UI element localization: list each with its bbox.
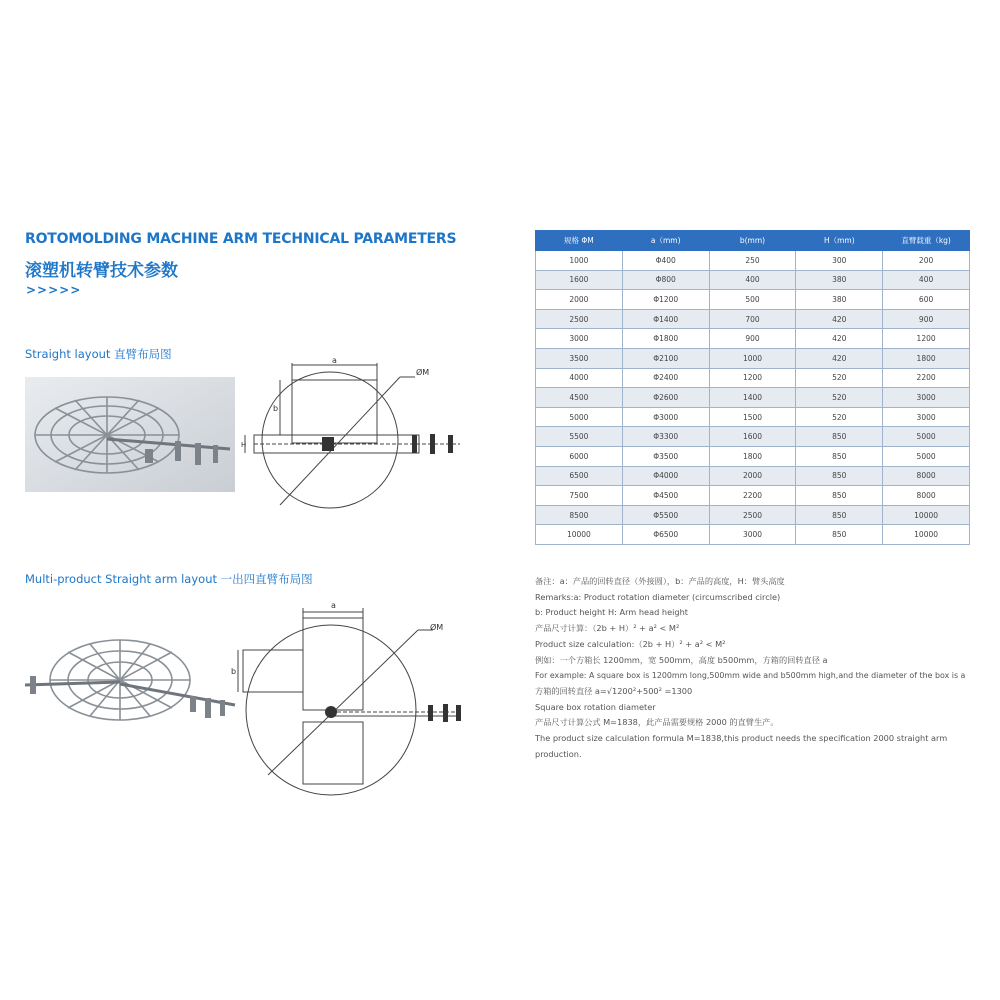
table-cell: Φ4500 <box>622 486 709 506</box>
table-cell: 420 <box>796 309 883 329</box>
header-a: a（mm) <box>622 231 709 251</box>
table-cell: 850 <box>796 427 883 447</box>
multi-layout-label: Multi-product Straight arm layout 一出四直臂布局图 <box>25 572 313 586</box>
table-cell: 850 <box>796 525 883 545</box>
straight-arm-render <box>25 377 235 492</box>
table-cell: 2000 <box>536 290 623 310</box>
table-cell: 1500 <box>709 407 796 427</box>
label-b-2: b <box>231 667 237 676</box>
label-h-1: H <box>241 441 247 449</box>
table-cell: 6000 <box>536 446 623 466</box>
table-cell: 1000 <box>709 348 796 368</box>
table-cell: 520 <box>796 407 883 427</box>
straight-layout-label: Straight layout 直臂布局图 <box>25 347 172 361</box>
table-row <box>536 251 970 271</box>
table-cell: 900 <box>883 309 970 329</box>
table-cell: 500 <box>709 290 796 310</box>
note-line: b: Product height H: Arm head height <box>535 607 689 618</box>
table-row <box>536 407 970 427</box>
table-row <box>536 309 970 329</box>
table-cell: 900 <box>709 329 796 349</box>
note-line: 备注：a：产品的回转直径（外接圆），b：产品的高度，H：臂头高度 <box>535 576 785 586</box>
table-row <box>536 427 970 447</box>
note-line: Product size calculation:（2b + H）² + a² < M² <box>535 638 726 649</box>
table-body <box>536 251 970 545</box>
table-row <box>536 486 970 506</box>
table-header-row <box>536 231 970 251</box>
table-cell: 4500 <box>536 388 623 408</box>
table-cell: 5000 <box>883 446 970 466</box>
note-line: Remarks:a: Product rotation diameter (circumscribed circle) <box>535 591 781 602</box>
page-title-cn: 滚塑机转臂技术参数 <box>25 261 178 281</box>
note-line: The product size calculation formula M=1838,this product needs the specification 2000 straight arm production. <box>535 733 948 759</box>
table-cell: Φ800 <box>622 270 709 290</box>
table-cell: Φ2600 <box>622 388 709 408</box>
note-line: 产品尺寸计算公式 M=1838，此产品需要规格 2000 的直臂生产。 <box>535 717 779 728</box>
table-cell: 3000 <box>883 388 970 408</box>
multi-arm-diagram <box>228 600 470 800</box>
remarks-notes <box>535 574 975 762</box>
table-cell: 8500 <box>536 505 623 525</box>
table-cell: 10000 <box>883 525 970 545</box>
table-cell: 2500 <box>536 309 623 329</box>
table-cell: 380 <box>796 290 883 310</box>
table-row <box>536 329 970 349</box>
header-h: H（mm) <box>796 231 883 251</box>
table-cell: 250 <box>709 251 796 271</box>
page-title-en: ROTOMOLDING MACHINE ARM TECHNICAL PARAMETERS <box>25 231 457 247</box>
multi-arm-render <box>20 630 240 740</box>
table-cell: 1200 <box>709 368 796 388</box>
table-cell: 850 <box>796 446 883 466</box>
table-cell: 5500 <box>536 427 623 447</box>
table-cell: Φ3500 <box>622 446 709 466</box>
note-line: 产品尺寸计算：（2b + H）² + a² < M² <box>535 623 680 634</box>
table-row <box>536 368 970 388</box>
table-cell: 7500 <box>536 486 623 506</box>
table-cell: 1400 <box>709 388 796 408</box>
label-diameter-2: ØM <box>430 623 444 632</box>
table-cell: Φ400 <box>622 251 709 271</box>
table-row <box>536 466 970 486</box>
table-cell: 3000 <box>883 407 970 427</box>
table-cell: 400 <box>709 270 796 290</box>
table-cell: Φ6500 <box>622 525 709 545</box>
table-cell: Φ1800 <box>622 329 709 349</box>
table-cell: Φ2400 <box>622 368 709 388</box>
header-load: 直臂载重（kg) <box>883 231 970 251</box>
table-cell: 6500 <box>536 466 623 486</box>
table-row <box>536 270 970 290</box>
header-b: b(mm) <box>709 231 796 251</box>
table-cell: 2000 <box>709 466 796 486</box>
table-cell: 1600 <box>536 270 623 290</box>
label-a-1: a <box>332 356 337 365</box>
label-diameter-1: ØM <box>416 368 430 377</box>
table-row <box>536 525 970 545</box>
table-cell: 2500 <box>709 505 796 525</box>
table-cell: 2200 <box>709 486 796 506</box>
table-cell: Φ4000 <box>622 466 709 486</box>
table-cell: 1600 <box>709 427 796 447</box>
table-row <box>536 446 970 466</box>
table-cell: 10000 <box>883 505 970 525</box>
straight-arm-diagram <box>240 355 470 510</box>
table-cell: 420 <box>796 329 883 349</box>
table-cell: Φ3300 <box>622 427 709 447</box>
table-cell: 300 <box>796 251 883 271</box>
table-cell: Φ2100 <box>622 348 709 368</box>
table-cell: 520 <box>796 368 883 388</box>
table-cell: 200 <box>883 251 970 271</box>
table-cell: Φ1200 <box>622 290 709 310</box>
table-row <box>536 388 970 408</box>
table-row <box>536 348 970 368</box>
note-line: For example: A square box is 1200mm long,500mm wide and b500mm high,and the diameter of the box is a <box>535 671 966 681</box>
table-cell: 850 <box>796 486 883 506</box>
table-row <box>536 505 970 525</box>
table-cell: 1800 <box>709 446 796 466</box>
table-cell: 850 <box>796 466 883 486</box>
label-b-1: b <box>273 404 279 413</box>
table-row <box>536 290 970 310</box>
label-a-2: a <box>331 601 336 610</box>
table-cell: 520 <box>796 388 883 408</box>
table-cell: 2200 <box>883 368 970 388</box>
table-cell: 400 <box>883 270 970 290</box>
table-cell: 3500 <box>536 348 623 368</box>
note-line: 例如：一个方箱长 1200mm，宽 500mm，高度 b500mm，方箱的回转直径 a <box>535 654 828 665</box>
parameter-table <box>535 230 970 545</box>
table-cell: Φ5500 <box>622 505 709 525</box>
note-line: Square box rotation diameter <box>535 701 656 712</box>
table-cell: 3000 <box>709 525 796 545</box>
table-cell: 8000 <box>883 486 970 506</box>
table-cell: 5000 <box>536 407 623 427</box>
table-cell: Φ3000 <box>622 407 709 427</box>
table-cell: 1800 <box>883 348 970 368</box>
table-cell: 600 <box>883 290 970 310</box>
header-spec: 规格 ΦM <box>536 231 623 251</box>
table-cell: 3000 <box>536 329 623 349</box>
table-cell: 850 <box>796 505 883 525</box>
table-cell: 1000 <box>536 251 623 271</box>
title-arrows: >>>>> <box>26 283 82 297</box>
table-cell: 380 <box>796 270 883 290</box>
note-line: 方箱的回转直径 a=√1200²+500² =1300 <box>535 685 693 696</box>
table-cell: 700 <box>709 309 796 329</box>
table-cell: 420 <box>796 348 883 368</box>
table-cell: 4000 <box>536 368 623 388</box>
table-cell: 1200 <box>883 329 970 349</box>
table-cell: 5000 <box>883 427 970 447</box>
table-cell: Φ1400 <box>622 309 709 329</box>
table-cell: 10000 <box>536 525 623 545</box>
table-cell: 8000 <box>883 466 970 486</box>
